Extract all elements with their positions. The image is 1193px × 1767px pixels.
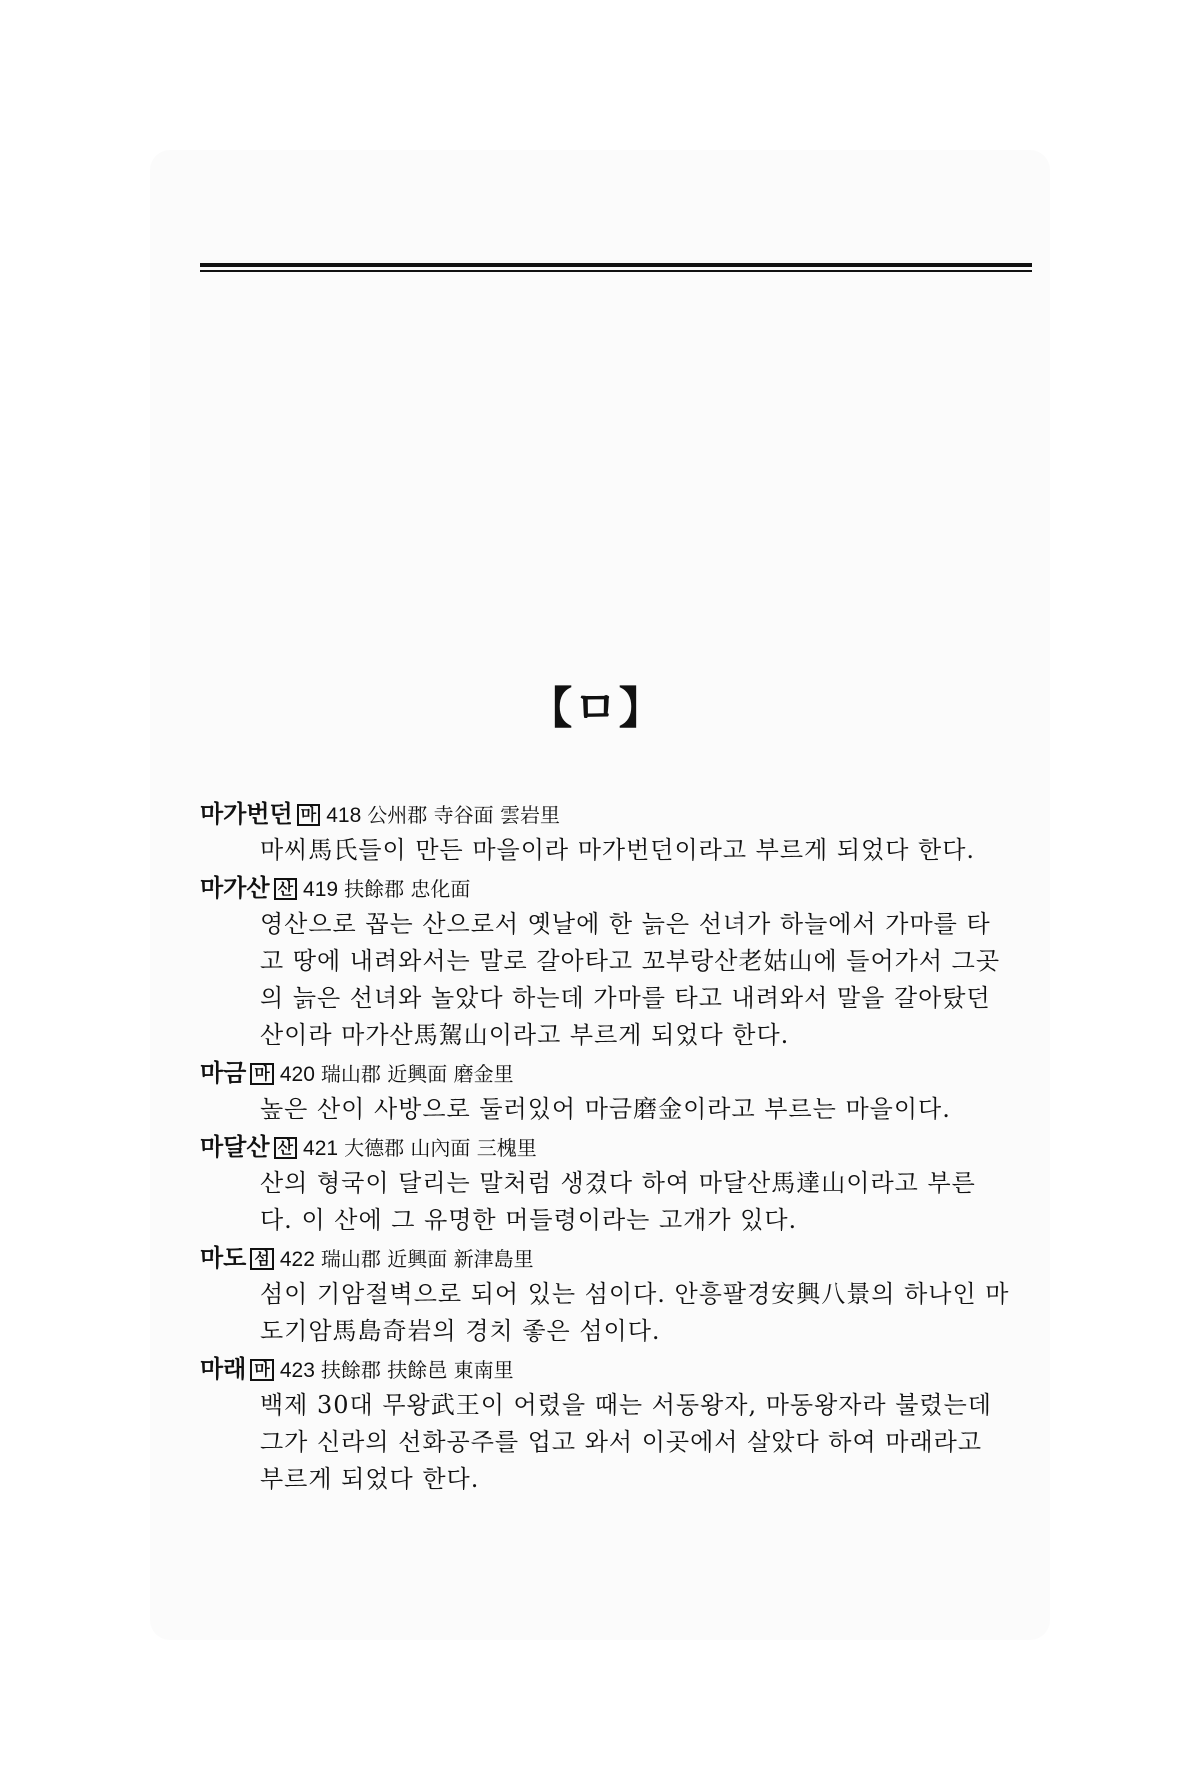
- entry-line: 그가 신라의 선화공주를 업고 와서 이곳에서 살았다 하여 마래라고: [260, 1428, 982, 1456]
- entry-line: 영산으로 꼽는 산으로서 옛날에 한 늙은 선녀가 하늘에서 가마를 타: [260, 910, 991, 938]
- entry-list: [200, 795, 1032, 1498]
- entry-line: 높은 산이 사방으로 둘러있어 마금磨金이라고 부르는 마을이다.: [260, 1095, 951, 1123]
- entry-line: 도기암馬島奇岩의 경치 좋은 섬이다.: [260, 1317, 661, 1345]
- entry-kind-badge: 섬: [250, 1248, 273, 1270]
- entry-line: 부르게 되었다 한다.: [260, 1465, 480, 1493]
- entry-head: [200, 1239, 1032, 1276]
- entry-head: [200, 1054, 1032, 1091]
- entry-body: [260, 1091, 1032, 1128]
- entry-name: 마래: [200, 1354, 247, 1383]
- entry-line: 의 늙은 선녀와 놀았다 하는데 가마를 타고 내려와서 말을 갈아탔던: [260, 984, 991, 1012]
- entry: [200, 869, 1032, 1054]
- entry-number: 419: [303, 878, 339, 901]
- entry-body: [260, 1387, 1032, 1498]
- entry-name: 마가산: [200, 873, 270, 902]
- entry-place: 瑞山郡 近興面 新津島里: [320, 1247, 534, 1271]
- entry-place: 扶餘郡 扶餘邑 東南里: [320, 1358, 514, 1382]
- entry: [200, 1054, 1032, 1128]
- entry-kind-badge: 산: [274, 1137, 297, 1159]
- entry-line: 다. 이 산에 그 유명한 머들령이라는 고개가 있다.: [260, 1206, 798, 1234]
- entry: [200, 1128, 1032, 1239]
- entry-number: 423: [279, 1359, 315, 1382]
- entry-number: 422: [279, 1248, 315, 1271]
- entry-name: 마가번던: [200, 799, 293, 828]
- entry: [200, 1350, 1032, 1498]
- entry-place: 大德郡 山內面 三槐里: [344, 1136, 537, 1160]
- entry-place: 瑞山郡 近興面 磨金里: [320, 1062, 514, 1086]
- entry-body: [260, 1165, 1032, 1239]
- entry-name: 마달산: [200, 1132, 270, 1161]
- entry-kind-badge: 산: [274, 878, 297, 900]
- section-heading: 【ㅁ】: [528, 683, 665, 734]
- entry-line: 백제 30대 무왕武王이 어렸을 때는 서동왕자, 마동왕자라 불렸는데: [260, 1391, 992, 1419]
- entry-place: 公州郡 寺谷面 雲岩里: [367, 803, 560, 827]
- header-rule-thick: [200, 263, 1032, 267]
- entry-body: [260, 832, 1032, 869]
- entry-body: [260, 906, 1032, 1054]
- entry-line: 고 땅에 내려와서는 말로 갈아타고 꼬부랑산老姑山에 들어가서 그곳: [260, 947, 1001, 975]
- entry-line: 섬이 기암절벽으로 되어 있는 섬이다. 안흥팔경安興八景의 하나인 마: [260, 1280, 1010, 1308]
- entry-body: [260, 1276, 1032, 1350]
- entry-kind-badge: 마: [250, 1063, 273, 1085]
- entry-place: 扶餘郡 忠化面: [344, 877, 471, 901]
- entry-kind-badge: 마: [297, 804, 320, 826]
- entry-head: [200, 1350, 1032, 1387]
- entry-head: [200, 795, 1032, 832]
- entry-name: 마금: [200, 1058, 247, 1087]
- entry-line: 산의 형국이 달리는 말처럼 생겼다 하여 마달산馬達山이라고 부른: [260, 1169, 976, 1197]
- entry-line: 산이라 마가산馬駕山이라고 부르게 되었다 한다.: [260, 1021, 790, 1049]
- entry-number: 418: [326, 804, 362, 827]
- entry-line: 마씨馬氏들이 만든 마을이라 마가번던이라고 부르게 되었다 한다.: [260, 836, 976, 864]
- entry-name: 마도: [200, 1243, 247, 1272]
- entry: [200, 1239, 1032, 1350]
- entry-number: 420: [279, 1063, 315, 1086]
- header-rule-thin: [200, 270, 1032, 272]
- entry-head: [200, 869, 1032, 906]
- entry-head: [200, 1128, 1032, 1165]
- entry-number: 421: [303, 1137, 339, 1160]
- entry-kind-badge: 마: [250, 1359, 273, 1381]
- entry: [200, 795, 1032, 869]
